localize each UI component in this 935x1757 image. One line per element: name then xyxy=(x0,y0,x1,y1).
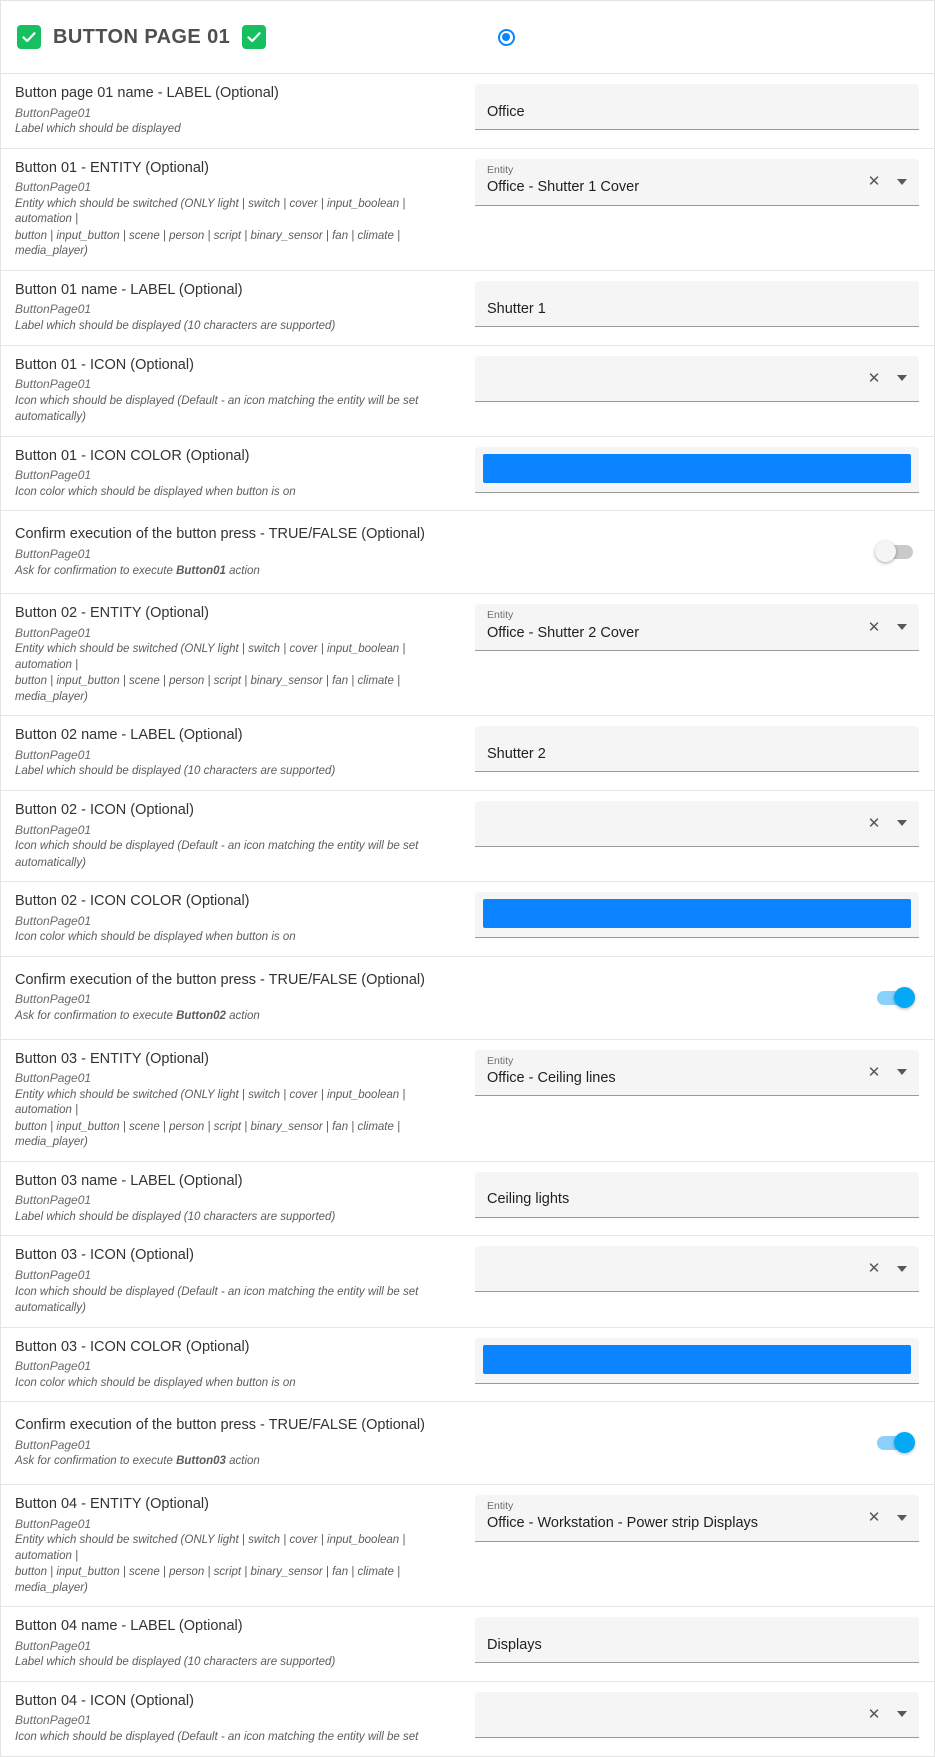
row-control xyxy=(471,1236,935,1302)
icon-color-picker[interactable] xyxy=(475,447,919,493)
row-description: automatically) xyxy=(15,1302,86,1315)
row-title: Button 02 - ENTITY (Optional) xyxy=(15,605,209,622)
row-description: Ask for confirmation to execute Button02 action xyxy=(15,1010,260,1022)
field-actions xyxy=(865,814,911,832)
setting-row xyxy=(1,1485,934,1607)
row-config-key: ButtonPage01 xyxy=(15,1516,92,1531)
toggle-knob xyxy=(894,987,915,1008)
toggle-cell xyxy=(475,1420,919,1466)
icon-select-field[interactable] xyxy=(475,801,919,847)
row-config-key: ButtonPage01 xyxy=(15,468,92,483)
row-description: Label which should be displayed (10 characters are supported) xyxy=(15,1656,336,1669)
radio-selected-icon[interactable] xyxy=(495,26,517,48)
chevron-down-icon[interactable] xyxy=(893,1063,911,1081)
setting-row xyxy=(1,1682,934,1756)
icon-select-field[interactable] xyxy=(475,1246,919,1292)
setting-row xyxy=(1,74,934,149)
chevron-down-icon[interactable] xyxy=(893,173,911,191)
row-title: Button 01 - ICON COLOR (Optional) xyxy=(15,447,250,464)
field-value: Office xyxy=(487,103,525,120)
row-control xyxy=(471,965,935,1031)
field-actions xyxy=(865,1509,911,1527)
field-actions xyxy=(865,1705,911,1723)
icon-select-field[interactable] xyxy=(475,356,919,402)
toggle-cell xyxy=(475,975,919,1021)
row-description: Label which should be displayed (10 characters are supported) xyxy=(15,765,336,778)
row-config-key: ButtonPage01 xyxy=(15,992,92,1007)
row-description: Icon color which should be displayed when button is on xyxy=(15,1376,296,1389)
row-description: Icon which should be displayed (Default - an icon matching the entity will be set xyxy=(15,394,419,407)
text-input-field[interactable] xyxy=(475,726,919,772)
row-control xyxy=(471,74,935,140)
row-control xyxy=(471,882,935,948)
toggle-knob xyxy=(875,541,896,562)
text-input-field[interactable] xyxy=(475,84,919,130)
field-value: Displays xyxy=(487,1636,542,1653)
clear-x-icon[interactable]: ✕ xyxy=(867,369,881,387)
setting-row xyxy=(1,1402,934,1485)
row-title: Button 03 name - LABEL (Optional) xyxy=(15,1172,243,1189)
row-title: Button 03 - ICON (Optional) xyxy=(15,1247,194,1264)
row-label-group xyxy=(1,957,471,1039)
row-config-key: ButtonPage01 xyxy=(15,546,92,561)
entity-select-field[interactable] xyxy=(475,604,919,651)
entity-select-field[interactable] xyxy=(475,1495,919,1542)
row-config-key: ButtonPage01 xyxy=(15,377,92,392)
row-label-group xyxy=(1,1485,471,1606)
row-title: Button page 01 name - LABEL (Optional) xyxy=(15,85,279,101)
row-title: Confirm execution of the button press - TRUE/FALSE (Optional) xyxy=(15,526,425,543)
row-config-key: ButtonPage01 xyxy=(15,1071,92,1086)
row-label-group xyxy=(1,594,471,715)
setting-row xyxy=(1,1607,934,1682)
row-control xyxy=(471,594,935,661)
row-title: Button 01 - ICON (Optional) xyxy=(15,356,194,373)
row-config-key: ButtonPage01 xyxy=(15,1193,92,1208)
row-description: Ask for confirmation to execute Button03 action xyxy=(15,1455,260,1468)
setting-row xyxy=(1,882,934,957)
field-value xyxy=(487,375,907,392)
row-label-group xyxy=(1,791,471,881)
row-config-key: ButtonPage01 xyxy=(15,747,92,762)
confirm-execution-toggle[interactable] xyxy=(877,545,913,559)
row-title: Button 01 - ENTITY (Optional) xyxy=(15,159,209,176)
setting-row xyxy=(1,1162,934,1237)
color-swatch[interactable] xyxy=(483,1345,911,1374)
text-input-field[interactable] xyxy=(475,281,919,327)
row-description: Icon color which should be displayed when button is on xyxy=(15,485,296,498)
setting-row xyxy=(1,1328,934,1403)
setting-row xyxy=(1,346,934,437)
row-label-group xyxy=(1,1236,471,1326)
row-config-key: ButtonPage01 xyxy=(15,625,92,640)
field-mini-label: Entity xyxy=(487,163,514,176)
confirm-execution-toggle[interactable] xyxy=(877,991,913,1005)
row-control xyxy=(471,716,935,782)
row-title: Button 02 - ICON (Optional) xyxy=(15,801,194,818)
clear-x-icon[interactable]: ✕ xyxy=(867,618,881,636)
setting-row xyxy=(1,437,934,512)
setting-row xyxy=(1,1040,934,1162)
chevron-down-icon[interactable] xyxy=(893,1260,911,1278)
setting-row xyxy=(1,271,934,346)
row-control xyxy=(471,1410,935,1476)
row-title: Button 03 - ENTITY (Optional) xyxy=(15,1050,209,1067)
row-description: Icon which should be displayed (Default - an icon matching the entity will be set xyxy=(15,1730,419,1743)
row-label-group xyxy=(1,149,471,270)
row-title: Button 04 name - LABEL (Optional) xyxy=(15,1618,243,1635)
setting-row xyxy=(1,1236,934,1327)
row-label-group xyxy=(1,74,471,148)
row-config-key: ButtonPage01 xyxy=(15,822,92,837)
field-value: Office - Ceiling lines xyxy=(487,1070,616,1087)
chevron-down-icon[interactable] xyxy=(893,1705,911,1723)
row-control xyxy=(471,1040,935,1107)
row-description: button | input_button | scene | person | script | binary_sensor | fan | climate | media_player) xyxy=(15,1566,401,1594)
color-swatch[interactable] xyxy=(483,454,911,483)
setting-row xyxy=(1,511,934,594)
clear-x-icon[interactable]: ✕ xyxy=(867,1705,881,1723)
field-mini-label: Entity xyxy=(487,1054,514,1067)
row-control xyxy=(471,149,935,216)
field-actions xyxy=(865,618,911,636)
row-label-group xyxy=(1,882,471,956)
row-label-group xyxy=(1,271,471,345)
setting-row xyxy=(1,149,934,271)
row-config-key: ButtonPage01 xyxy=(15,1359,92,1374)
row-title: Button 04 - ENTITY (Optional) xyxy=(15,1495,209,1512)
row-control xyxy=(471,1682,935,1748)
row-config-key: ButtonPage01 xyxy=(15,105,92,120)
chevron-down-icon[interactable] xyxy=(893,814,911,832)
clear-x-icon[interactable]: ✕ xyxy=(867,1509,881,1527)
row-config-key: ButtonPage01 xyxy=(15,1267,92,1282)
field-mini-label: Entity xyxy=(487,609,514,622)
row-config-key: ButtonPage01 xyxy=(15,180,92,195)
row-config-key: ButtonPage01 xyxy=(15,302,92,317)
row-title: Confirm execution of the button press - TRUE/FALSE (Optional) xyxy=(15,971,425,988)
field-actions xyxy=(865,369,911,387)
row-description: Entity which should be switched (ONLY light | switch | cover | input_boolean | automation | xyxy=(15,643,406,671)
chevron-down-icon[interactable] xyxy=(893,1509,911,1527)
row-config-key: ButtonPage01 xyxy=(15,1713,92,1728)
row-description: button | input_button | scene | person | script | binary_sensor | fan | climate | media_player) xyxy=(15,229,401,258)
row-description: automatically) xyxy=(15,411,86,424)
row-label-group xyxy=(1,1402,471,1484)
text-input-field[interactable] xyxy=(475,1172,919,1218)
clear-x-icon[interactable]: ✕ xyxy=(867,814,881,832)
field-value: Shutter 1 xyxy=(487,300,546,317)
icon-select-field[interactable] xyxy=(475,1692,919,1738)
check-icon-secondary xyxy=(242,25,266,49)
page-title: BUTTON PAGE 01 xyxy=(53,25,231,48)
field-value xyxy=(487,1711,907,1728)
setting-row xyxy=(1,594,934,716)
row-title: Button 04 - ICON (Optional) xyxy=(15,1692,194,1709)
row-control xyxy=(471,271,935,337)
field-actions xyxy=(865,1260,911,1278)
setting-row xyxy=(1,716,934,791)
entity-select-field[interactable] xyxy=(475,1050,919,1097)
chevron-down-icon[interactable] xyxy=(893,618,911,636)
field-mini-label: Entity xyxy=(487,1499,514,1512)
field-value: Office - Workstation - Power strip Displays xyxy=(487,1515,759,1532)
row-description: Icon which should be displayed (Default - an icon matching the entity will be set xyxy=(15,1285,419,1298)
row-description: button | input_button | scene | person | script | binary_sensor | fan | climate | media_player) xyxy=(15,675,401,703)
entity-select-field[interactable] xyxy=(475,159,919,206)
field-value: Office - Shutter 1 Cover xyxy=(487,179,640,196)
row-control xyxy=(471,1328,935,1394)
row-description: Icon color which should be displayed when button is on xyxy=(15,931,296,944)
field-actions xyxy=(865,173,911,191)
row-title: Confirm execution of the button press - TRUE/FALSE (Optional) xyxy=(15,1417,425,1434)
row-description: Label which should be displayed (10 characters are supported) xyxy=(15,1210,336,1223)
row-label-group xyxy=(1,1040,471,1161)
row-description: Entity which should be switched (ONLY light | switch | cover | input_boolean | automation | xyxy=(15,1534,406,1562)
field-value: Shutter 2 xyxy=(487,745,546,762)
row-control xyxy=(471,791,935,857)
icon-color-picker[interactable] xyxy=(475,892,919,938)
page-header xyxy=(1,1,934,74)
confirm-execution-toggle[interactable] xyxy=(877,1436,913,1450)
icon-color-picker[interactable] xyxy=(475,1338,919,1384)
clear-x-icon[interactable]: ✕ xyxy=(867,1063,881,1081)
row-title: Button 01 name - LABEL (Optional) xyxy=(15,281,243,298)
row-config-key: ButtonPage01 xyxy=(15,1437,92,1452)
clear-x-icon[interactable]: ✕ xyxy=(867,1260,881,1278)
check-icon xyxy=(17,25,41,49)
row-description: Ask for confirmation to execute Button01 action xyxy=(15,564,260,577)
chevron-down-icon[interactable] xyxy=(893,369,911,387)
setting-row xyxy=(1,957,934,1040)
row-title: Button 03 - ICON COLOR (Optional) xyxy=(15,1338,250,1355)
radio-outer-ring xyxy=(498,29,515,46)
row-title: Button 02 name - LABEL (Optional) xyxy=(15,727,243,744)
row-control xyxy=(471,519,935,585)
row-label-group xyxy=(1,716,471,790)
row-label-group xyxy=(1,1682,471,1756)
setting-row xyxy=(1,791,934,882)
row-control xyxy=(471,437,935,503)
row-control xyxy=(471,1485,935,1552)
row-label-group xyxy=(1,1162,471,1236)
field-value xyxy=(487,821,907,838)
row-description: Label which should be displayed (10 characters are supported) xyxy=(15,320,336,333)
row-description: Label which should be displayed xyxy=(15,123,181,136)
text-input-field[interactable] xyxy=(475,1617,919,1663)
row-control xyxy=(471,346,935,412)
row-description: automatically) xyxy=(15,856,86,869)
toggle-knob xyxy=(894,1432,915,1453)
row-description: Entity which should be switched (ONLY light | switch | cover | input_boolean | automation | xyxy=(15,1088,406,1117)
row-config-key: ButtonPage01 xyxy=(15,913,92,928)
toggle-cell xyxy=(475,529,919,575)
clear-x-icon[interactable]: ✕ xyxy=(867,173,881,191)
row-label-group xyxy=(1,437,471,511)
field-actions xyxy=(865,1063,911,1081)
color-swatch[interactable] xyxy=(483,899,911,928)
row-label-group xyxy=(1,511,471,593)
row-title: Button 02 - ICON COLOR (Optional) xyxy=(15,893,250,910)
field-value: Ceiling lights xyxy=(487,1191,570,1208)
row-label-group xyxy=(1,1607,471,1681)
settings-rows xyxy=(1,74,934,1756)
row-description: button | input_button | scene | person | script | binary_sensor | fan | climate | media_player) xyxy=(15,1120,401,1149)
field-value: Office - Shutter 2 Cover xyxy=(487,624,640,641)
row-description: Entity which should be switched (ONLY light | switch | cover | input_boolean | automation | xyxy=(15,197,406,226)
row-control xyxy=(471,1607,935,1673)
field-value xyxy=(487,1266,907,1283)
row-description: Icon which should be displayed (Default - an icon matching the entity will be set xyxy=(15,840,419,853)
row-config-key: ButtonPage01 xyxy=(15,1638,92,1653)
row-control xyxy=(471,1162,935,1228)
row-label-group xyxy=(1,1328,471,1402)
radio-inner-dot xyxy=(502,33,510,41)
row-label-group xyxy=(1,346,471,436)
